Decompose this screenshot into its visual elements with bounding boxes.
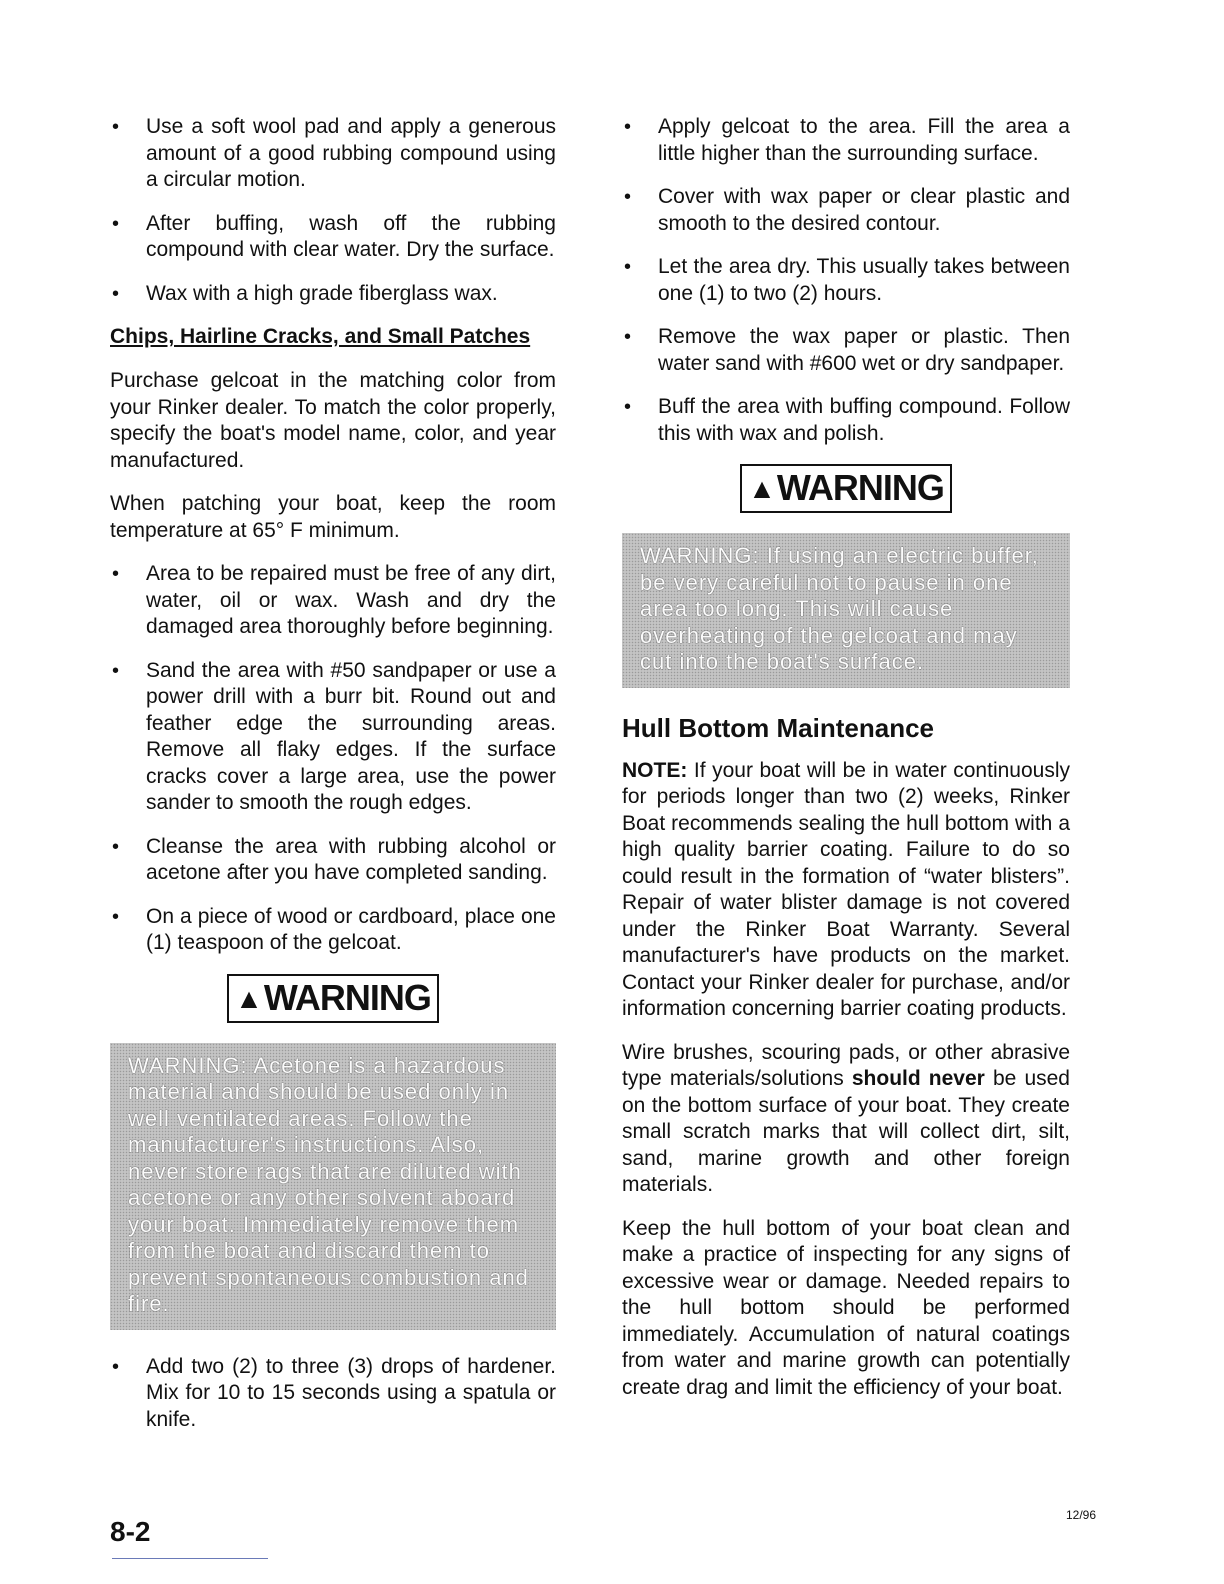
list-item: • Buff the area with buffing compound. Follow this with wax and polish. bbox=[622, 394, 1070, 447]
right-bullets-top bbox=[622, 114, 1070, 447]
list-item: • Cleanse the area with rubbing alcohol or acetone after you have completed sanding. bbox=[110, 834, 556, 887]
paragraph-note bbox=[622, 758, 1070, 1023]
left-bullets-bottom bbox=[110, 1354, 556, 1434]
left-bullets-mid bbox=[110, 561, 556, 957]
list-item: • Remove the wax paper or plastic. Then water sand with #600 wet or dry sandpaper. bbox=[622, 324, 1070, 377]
warning-label-block bbox=[622, 464, 1070, 513]
warning-label-text: WARNING bbox=[263, 976, 431, 1018]
list-item: • Area to be repaired must be free of any dirt, water, oil or wax. Wash and dry the damaged area thoroughly before beginning. bbox=[110, 561, 556, 641]
warning-box-buffer: WARNING: If using an electric buffer, be very careful not to pause in one area too long. This will cause overheating of the gelcoat and may cut into the boat's surface. bbox=[622, 533, 1070, 688]
warning-triangle-icon: ▲ bbox=[748, 473, 775, 504]
list-item: • Add two (2) to three (3) drops of hardener. Mix for 10 to 15 seconds using a spatula or knife. bbox=[110, 1354, 556, 1434]
page-number-rule bbox=[112, 1558, 268, 1559]
list-item: • After buffing, wash off the rubbing compound with clear water. Dry the surface. bbox=[110, 211, 556, 264]
warning-triangle-icon: ▲ bbox=[235, 982, 262, 1014]
revision-date: 12/96 bbox=[1066, 1508, 1097, 1522]
warning-label bbox=[227, 974, 439, 1023]
list-item: • Cover with wax paper or clear plastic and smooth to the desired contour. bbox=[622, 184, 1070, 237]
warning-label-block bbox=[110, 974, 556, 1023]
left-bullets-top bbox=[110, 114, 556, 307]
right-column bbox=[622, 114, 1070, 1418]
abrasives-text-b: be used on the bottom surface of your boat. They create small scratch marks that will collect dirt, silt, sand, marine growth and other foreign materials. bbox=[622, 1067, 1070, 1196]
list-item: • Let the area dry. This usually takes between one (1) to two (2) hours. bbox=[622, 254, 1070, 307]
subheading-chips: Chips, Hairline Cracks, and Small Patches bbox=[110, 325, 531, 348]
list-item: • Use a soft wool pad and apply a generous amount of a good rubbing compound using a circular motion. bbox=[110, 114, 556, 194]
page-number: 8-2 bbox=[110, 1516, 151, 1547]
paragraph-room-temperature: When patching your boat, keep the room temperature at 65° F minimum. bbox=[110, 492, 556, 542]
list-item: • On a piece of wood or cardboard, place one (1) teaspoon of the gelcoat. bbox=[110, 904, 556, 957]
list-item: • Wax with a high grade fiberglass wax. bbox=[110, 281, 556, 308]
warning-label bbox=[740, 464, 952, 513]
warning-label-text: WARNING bbox=[776, 467, 944, 508]
paragraph-gelcoat-color: Purchase gelcoat in the matching color from your Rinker dealer. To match the color properly, specify the boat's model name, color, and year manufactured. bbox=[110, 369, 556, 472]
note-text: If your boat will be in water continuously for periods longer than two (2) weeks, Rinker Boat recommends sealing the hull bottom with a high quality barrier coating. Failure to do so could result in the formation of “water blisters”. Repair of water blister damage is not covered under the Rinker Boat Warranty. Several manufacturer's have products on the market. Contact your Rinker dealer for purchase, and/or information concerning barrier coating products. bbox=[622, 758, 1070, 1020]
list-item: • Sand the area with #50 sandpaper or use a power drill with a burr bit. Round out and feather edge the surrounding areas. Remove all flaky edges. If the surface cracks cover a large area, use the power sander to smooth the rough edges. bbox=[110, 658, 556, 817]
abrasives-emphasis: should never bbox=[851, 1067, 985, 1090]
note-label: NOTE: bbox=[622, 758, 688, 782]
abrasives-text-a: Wire brushes, scouring pads, or other abrasive type materials/solutions bbox=[622, 1040, 1070, 1090]
list-item: • Apply gelcoat to the area. Fill the area a little higher than the surrounding surface. bbox=[622, 114, 1070, 167]
paragraph-abrasives bbox=[622, 1040, 1070, 1199]
paragraph-keep-clean: Keep the hull bottom of your boat clean and make a practice of inspecting for any signs of excessive wear or damage. Needed repairs to the hull bottom should be performed immediately. Accumulation of natural coatings from water and marine growth can potentially create drag and limit the efficiency of your boat. bbox=[622, 1216, 1070, 1399]
section-title-hull-bottom: Hull Bottom Maintenance bbox=[622, 712, 935, 743]
warning-box-acetone: WARNING: Acetone is a hazardous material and should be used only in well ventilated areas. Follow the manufacturer's instructions. Also, never store rags that are diluted with acetone or any other solvent aboard your boat. Immediately remove them from the boat and discard them to prevent spontaneous combustion and fire. bbox=[110, 1043, 556, 1330]
left-column bbox=[110, 114, 556, 1450]
